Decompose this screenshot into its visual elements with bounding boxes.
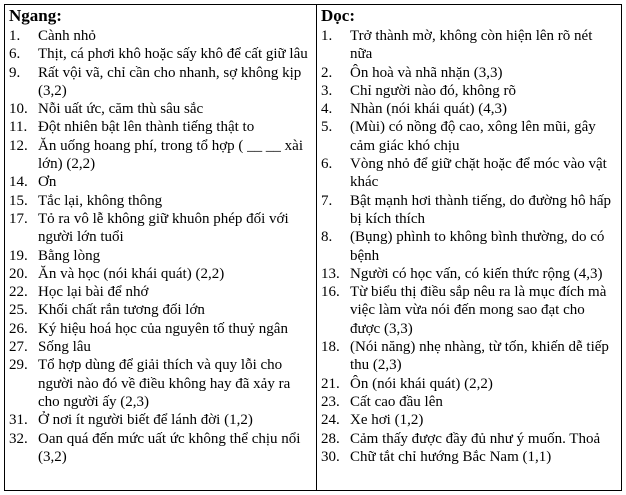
clue-number: 8. — [321, 229, 333, 246]
clue-number: 29. — [9, 357, 28, 374]
across-clue — [9, 118, 311, 136]
clue-text: Nhàn (nói khái quát) (4,3) — [350, 101, 508, 118]
clue-number: 15. — [9, 192, 28, 209]
clue-number: 16. — [321, 284, 340, 301]
clue-text: Ôn hoà và nhã nhặn (3,3) — [350, 64, 503, 81]
clue-number: 30. — [321, 448, 340, 465]
down-clue — [321, 27, 616, 64]
clue-text: Oan quá đến mức uất ức không thể chịu nổi (3,2) — [38, 430, 301, 465]
clue-text: Ôn (nói khái quát) (2,2) — [350, 375, 493, 392]
clue-text: Xe hơi (1,2) — [350, 412, 424, 429]
column-divider — [316, 4, 317, 491]
clue-text: Khối chất rắn tương đối lớn — [38, 302, 205, 319]
down-clue — [321, 192, 616, 229]
clue-number: 12. — [9, 137, 28, 154]
clue-number: 14. — [9, 174, 28, 191]
clue-text: Thịt, cá phơi khô hoặc sấy khô để cất giữ lâu — [38, 46, 308, 63]
clue-text: Người có học vấn, có kiến thức rộng (4,3) — [350, 265, 603, 282]
clue-number: 28. — [321, 430, 340, 447]
across-clue — [9, 301, 311, 319]
clue-text: Vòng nhỏ để giữ chặt hoặc để móc vào vật khác — [350, 156, 607, 191]
clue-text: Nỗi uất ức, căm thù sâu sắc — [38, 101, 204, 118]
clue-text: Chỉ người nào đó, không rõ — [350, 82, 517, 99]
clue-text: Sống lâu — [38, 339, 91, 356]
clue-text: Bật mạnh hơi thành tiếng, do đường hô hấp bị kích thích — [350, 192, 612, 227]
down-clue — [321, 155, 616, 192]
across-clue — [9, 338, 311, 356]
clue-text: Cành nhỏ — [38, 28, 96, 44]
clue-number: 21. — [321, 375, 340, 392]
down-clue — [321, 430, 616, 448]
down-clue — [321, 338, 616, 375]
down-clue — [321, 228, 616, 265]
across-clue — [9, 265, 311, 283]
clue-text: Cảm thấy được đầy đủ như ý muốn. Thoả — [350, 430, 601, 447]
down-clue — [321, 265, 616, 283]
down-clue — [321, 64, 616, 82]
down-heading: Dọc: — [321, 6, 355, 25]
across-clue — [9, 210, 311, 247]
clue-text: Ở nơi ít người biết để lánh đời (1,2) — [38, 412, 253, 429]
clue-number: 4. — [321, 101, 333, 118]
clue-text: Trở thành mờ, không còn hiện lên rõ nét nữa — [350, 28, 593, 63]
clue-text: Ký hiệu hoá học của nguyên tố thuỷ ngân — [38, 320, 288, 337]
clue-text: Đột nhiên bật lên thành tiếng thật to — [38, 119, 255, 136]
clue-text: Từ biểu thị điều sắp nêu ra là mục đích mà việc làm vừa nói đến mong sao đạt cho được (3,3) — [350, 284, 607, 337]
clue-number: 18. — [321, 339, 340, 356]
across-clue-list — [9, 27, 311, 466]
across-clue — [9, 27, 311, 45]
clue-number: 32. — [9, 430, 28, 447]
down-clue — [321, 118, 616, 155]
clue-number: 1. — [9, 28, 21, 44]
across-clue — [9, 320, 311, 338]
clue-number: 10. — [9, 101, 28, 118]
clue-number: 11. — [9, 119, 28, 136]
clue-number: 31. — [9, 412, 28, 429]
clue-number: 6. — [9, 46, 21, 63]
across-clue — [9, 430, 311, 467]
clue-number: 24. — [321, 412, 340, 429]
down-clue — [321, 283, 616, 338]
down-clue-list — [321, 27, 616, 466]
clue-number: 17. — [9, 210, 28, 227]
down-clue — [321, 100, 616, 118]
across-clue — [9, 137, 311, 174]
down-clue — [321, 448, 616, 466]
across-clue — [9, 45, 311, 63]
down-clue — [321, 411, 616, 429]
clue-text: Ăn và học (nói khái quát) (2,2) — [38, 265, 225, 282]
across-clue — [9, 173, 311, 191]
clue-number: 27. — [9, 339, 28, 356]
across-heading: Ngang: — [9, 6, 62, 25]
clue-number: 19. — [9, 247, 28, 264]
clue-number: 22. — [9, 284, 28, 301]
clue-text: Cất cao đầu lên — [350, 393, 443, 410]
across-clue — [9, 192, 311, 210]
clue-number: 13. — [321, 265, 340, 282]
clue-text: Tỏ ra vô lễ không giữ khuôn phép đối với người lớn tuổi — [38, 210, 289, 246]
down-clue — [321, 82, 616, 100]
across-clue — [9, 100, 311, 118]
clue-number: 23. — [321, 393, 340, 410]
clue-number: 2. — [321, 64, 333, 81]
clue-number: 5. — [321, 119, 333, 136]
across-column — [9, 6, 311, 466]
across-clue — [9, 64, 311, 101]
clue-text: Rất vội vã, chỉ cần cho nhanh, sợ không kịp (3,2) — [38, 64, 302, 99]
clue-text: Tắc lại, không thông — [38, 192, 163, 209]
across-clue — [9, 411, 311, 429]
clue-number: 9. — [9, 64, 21, 81]
down-clue — [321, 375, 616, 393]
clue-text: Chữ tắt chỉ hướng Bắc Nam (1,1) — [350, 448, 552, 465]
clue-text: Bằng lòng — [38, 247, 101, 264]
clue-text: Học lại bài để nhớ — [38, 284, 149, 301]
clue-text: Ăn uống hoang phí, trong tổ hợp ( __ __ xài lớn) (2,2) — [38, 137, 303, 173]
across-clue — [9, 283, 311, 301]
clue-number: 1. — [321, 28, 333, 44]
clue-text: Tổ hợp dùng để giải thích và quy lỗi cho người nào đó về điều không hay đã xảy ra cho người ấy (2,3) — [38, 357, 291, 410]
clue-text: (Mùi) có nồng độ cao, xông lên mũi, gây cảm giác khó chịu — [350, 119, 596, 154]
clue-text: Ơn — [38, 174, 57, 191]
clue-text: (Bụng) phình to không bình thường, do có bệnh — [350, 229, 605, 264]
clue-number: 3. — [321, 82, 333, 99]
across-clue — [9, 247, 311, 265]
clue-number: 26. — [9, 320, 28, 337]
clue-number: 20. — [9, 265, 28, 282]
clue-text: (Nói năng) nhẹ nhàng, từ tốn, khiến dễ tiếp thu (2,3) — [350, 339, 609, 374]
clue-number: 25. — [9, 302, 28, 319]
down-column — [321, 6, 616, 466]
clue-number: 7. — [321, 192, 333, 209]
across-clue — [9, 356, 311, 411]
clue-number: 6. — [321, 156, 333, 173]
down-clue — [321, 393, 616, 411]
